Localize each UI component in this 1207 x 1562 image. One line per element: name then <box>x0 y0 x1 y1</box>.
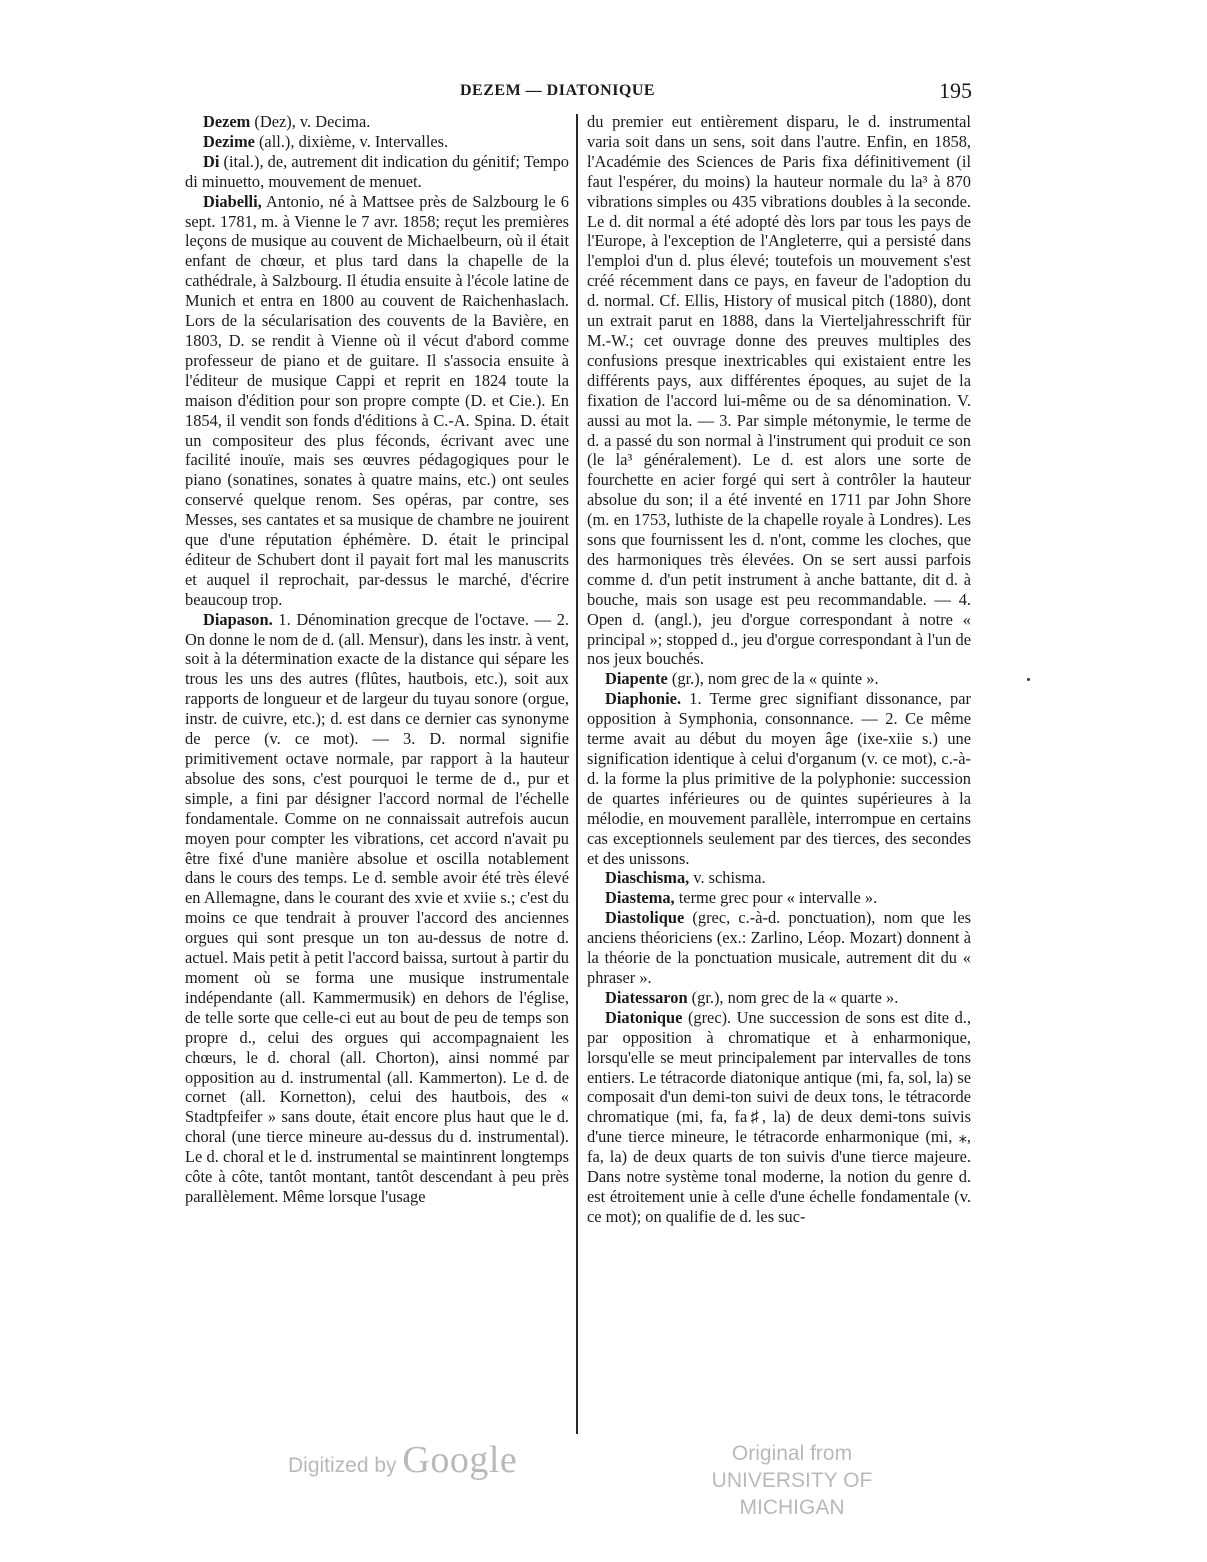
page-number: 195 <box>939 78 972 103</box>
entry-term: Diaphonie. <box>605 689 682 709</box>
digitized-prefix: Digitized by <box>288 1454 397 1477</box>
entry-term: Diastema, <box>605 888 675 908</box>
scan-speck <box>1027 678 1030 681</box>
entry-text: terme grec pour « intervalle ». <box>674 888 878 908</box>
entry-term: Diatonique <box>605 1007 683 1027</box>
entry-term: Diaschisma, <box>605 868 690 888</box>
university-line: UNIVERSITY OF MICHIGAN <box>711 1469 873 1519</box>
entry-diastolique <box>587 908 971 988</box>
entry-text: Antonio, né à Mattsee près de Salzbourg le 6 sept. 1781, m. à Vienne le 7 avr. 1858; reçut les premières leçons de musique au couvent de Michaelbeurn, où il était enfant de chœur, et plus tard dans la chapelle de la cathédrale, à Salzbourg. Il étudia ensuite à l'école latine de Munich et entra en 1800 au couvent de Raichenhaslach. Lors de la sécularisation des couvents de la Bavière, en 1803, D. se rendit à Vienne où il vécut d'abord comme professeur de piano et de guitare. Il s'associa ensuite à l'éditeur de musique Cappi et reprit en 1824 toute la maison d'édition pour son propre compte (D. et Cie.). En 1854, il vendit son fonds d'éditions à C.-A. Spina. D. était un compositeur des plus féconds, écrivant avec une facilité inouïe, mais ses œuvres pédagogiques pour le piano (sonatines, sonates à quatre mains, etc.) ont seules conservé quelque renom. Ses opéras, par contre, ses Messes, ses cantates et sa musique de chambre ne jouirent que d'une réputation éphémère. D. était le principal éditeur de Schubert dont il payait fort mal les manuscrits et auquel il reprochait, par-dessus le marché, d'écrire beaucoup trop. <box>185 191 569 609</box>
entry-diapente <box>587 669 971 689</box>
entry-text: (Dez), v. Decima. <box>250 112 371 131</box>
running-title: DEZEM — DIATONIQUE <box>460 82 656 99</box>
entry-term: Diastolique <box>605 908 685 928</box>
right-column <box>587 112 971 1432</box>
column-divider <box>576 114 578 1434</box>
entry-term: Diatessaron <box>605 987 688 1007</box>
google-logo-text: Google <box>402 1439 518 1481</box>
entry-text: v. schisma. <box>689 868 766 888</box>
entry-di <box>185 152 569 192</box>
entry-text: (ital.), de, autrement dit indication du génitif; Tempo di minuetto, mouvement de menuet. <box>185 151 569 191</box>
entry-diatessaron <box>587 988 971 1008</box>
digitized-by-watermark <box>288 1438 517 1482</box>
entry-term: Diabelli, <box>203 191 262 211</box>
entry-text: (all.), dixième, v. Intervalles. <box>254 131 449 151</box>
entry-text: (gr.), nom grec de la « quinte ». <box>667 669 879 689</box>
entry-term: Diapente <box>605 669 668 689</box>
entry-diastema <box>587 888 971 908</box>
entry-dezime <box>185 132 569 152</box>
entry-term: Dezime <box>203 131 255 151</box>
entry-diapason <box>185 610 569 1207</box>
original-from-watermark <box>664 1440 920 1521</box>
original-from-line: Original from <box>731 1442 853 1465</box>
entry-text: (grec, c.-à-d. ponctuation), nom que les anciens théoriciens (ex.: Zarlino, Léop. Mozart) donnent à la théorie de la ponctuation musicale, autrement dit du « phraser ». <box>587 908 971 987</box>
entry-diaphonie <box>587 689 971 868</box>
entry-term: Di <box>203 151 220 171</box>
entry-diapason-continued <box>587 112 971 669</box>
page-header <box>184 78 972 106</box>
entry-diaschisma <box>587 868 971 888</box>
entry-diatonique <box>587 1008 971 1227</box>
entry-text: 1. Terme grec signifiant dissonance, par opposition à Symphonia, consonnance. — 2. Ce même terme avait au début du moyen âge (ixe-xiie s.) une signification identique à celui d'organum (v. ce mot), c.-à-d. la forme la plus primitive de la polyphonie: succession de quartes inférieures ou de quintes supérieures à la mélodie, en mouvement parallèle, interrompue en certains cas exceptionnels seulement par des tierces, des secondes et des unissons. <box>587 689 971 868</box>
left-column <box>185 112 569 1432</box>
entry-dezem <box>185 112 569 132</box>
entry-text: (grec). Une succession de sons est dite d., par opposition à chromatique et à enharmonique, lorsqu'elle se meut principalement par intervalles de tons entiers. Le tétracorde diatonique antique (mi, fa, sol, la) se composait d'un demi-ton suivi de deux tons, le tétracorde chromatique (mi, fa, fa♯, la) de deux demi-tons suivis d'une tierce mineure, le tétracorde enharmonique (mi, ⁎, fa, la) de deux quarts de ton suivis d'une tierce majeure. Dans notre système tonal moderne, la notion du genre d. est étroitement unie à celle d'une échelle fondamentale (v. ce mot); on qualifie de d. les suc- <box>587 1007 971 1226</box>
entry-text: 1. Dénomination grecque de l'octave. — 2. On donne le nom de d. (all. Mensur), dans les instr. à vent, soit à la détermination exacte de la distance qui sépare les trous les uns des autres (flûtes, hautbois, etc.), soit aux rapports de longueur et de largeur du tuyau sonore (orgue, instr. de cuivre, etc.); d. est dans ce dernier cas synonyme de perce (v. ce mot). — 3. D. normal signifie primitivement octave normale, par rapport à la hauteur absolue des sons, c'est pourquoi le terme de d., pur et simple, a fini par désigner l'accord normal de l'échelle fondamentale. Comme on ne connaissait autrefois aucun moyen pour compter les vibrations, cet accord n'avait pu être fixé d'une manière absolue et oscilla notablement dans le cours des temps. Le d. semble avoir été très élevé en Allemagne, dans le courant des xvie et xviie s.; c'est du moins ce que tendrait à prouver l'accord des anciennes orgues qui sont presque un ton au-dessus de notre d. actuel. Mais petit à petit l'accord baissa, surtout à partir du moment où se forma une musique instrumentale indépendante (all. Kammermusik) en dehors de l'église, de telle sorte que celle-ci eut au bout de peu de temps son propre d., celui des orgues qui accompagnaient les chœurs, le d. choral (all. Chorton), ainsi nommé par opposition au d. instrumental (all. Kammerton). Le d. de cornet (all. Kornetton), celui des hautbois, des « Stadtpfeifer » sans doute, était encore plus haut que le d. choral (une tierce mineure au-dessus du d. instrumental). Le d. choral et le d. instrumental se maintinrent longtemps côte à côte, tantôt montant, tantôt descendant à peu près parallèlement. Même lorsque l'usage <box>185 609 569 1206</box>
entry-term: Dezem <box>203 112 251 131</box>
entry-text: (gr.), nom grec de la « quarte ». <box>687 987 899 1007</box>
entry-diabelli <box>185 192 569 610</box>
entry-text: du premier eut entièrement disparu, le d. instrumental varia soit dans un sens, soit dans l'autre. Enfin, en 1858, l'Académie des Sciences de Paris fixa définitivement (il faut l'espérer, du moins) la hauteur normale du la³ à 870 vibrations simples ou 435 vibrations doubles à la seconde. Le d. dit normal a été adopté dès lors par tous les pays de l'Europe, à l'exception de l'Angleterre, qui a persisté dans l'emploi d'un d. plus élevé; toutefois un mouvement s'est créé récemment dans ce pays, en faveur de l'adoption du d. normal. Cf. Ellis, History of musical pitch (1880), dont un extrait parut en 1888, dans la Vierteljahresschrift für M.-W.; cet ouvrage donne des preuves multiples des confusions presque inextricables qui existaient entre les différents pays, aux différentes époques, au sujet de la fixation de l'accord lui-même ou de sa dénomination. V. aussi au mot la. — 3. Par simple métonymie, le terme de d. a passé du son normal à l'instrument qui produit ce son (le la³ généralement). Le d. est alors une sorte de fourchette en acier forgé qui sert à contrôler la hauteur absolue du son; il a été inventé en 1711 par John Shore (m. en 1753, luthiste de la chapelle royale à Londres). Les sons que fournissent les d. n'ont, comme les cloches, que des harmoniques très élevées. On se sert aussi parfois comme d. d'un petit instrument à anche battante, dit d. à bouche, mais son usage est peu recommandable. — 4. Open d. (angl.), jeu d'orgue correspondant à notre « principal »; stopped d., jeu d'orgue correspondant à l'un de nos jeux bouchés. <box>587 112 971 669</box>
entry-term: Diapason. <box>203 609 273 629</box>
